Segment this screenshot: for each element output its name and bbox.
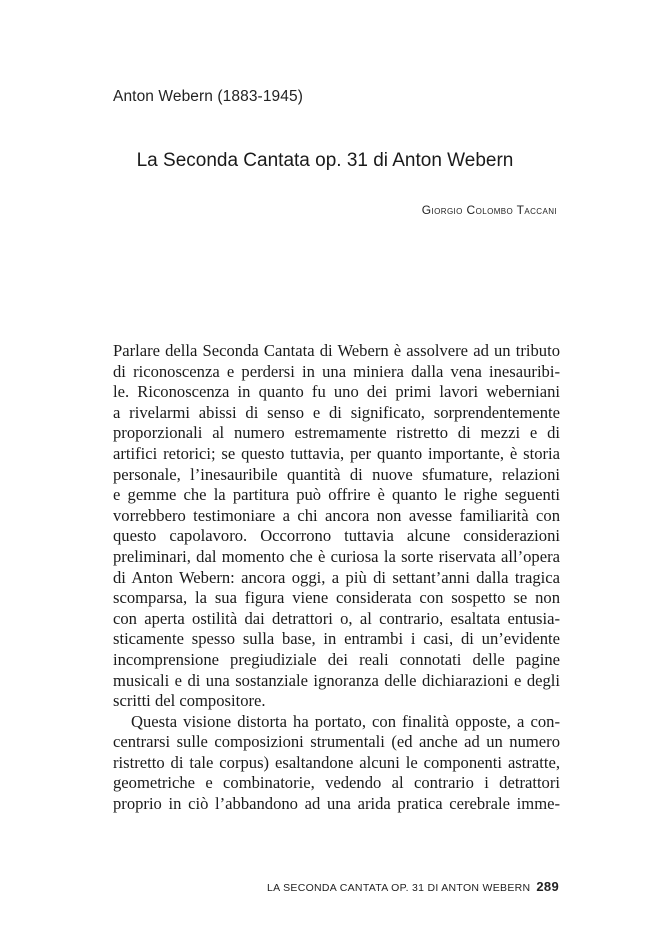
text-line: artifici retorici; se questo tuttavia, per quanto importante, è storia (113, 443, 560, 463)
text-line: ristretto di tale corpus) esaltandone alcuni le componenti astratte, (113, 752, 560, 772)
text-line: sticamente spesso sulla base, in entrambi i casi, di un’evidente (113, 629, 560, 649)
text-line: a rivelarmi abissi di senso e di significato, sorprendentemente (113, 402, 560, 422)
text-line: di riconoscenza e perdersi in una miniera dalla vena inesauribi- (113, 361, 560, 381)
text-line: preliminari, dal momento che è curiosa la sorte riservata all’opera (113, 546, 560, 566)
text-line: questo capolavoro. Occorrono tuttavia alcune considerazioni (113, 526, 560, 546)
text-line: con aperta ostilità dai detrattori o, al contrario, esaltata entusia- (113, 608, 560, 628)
text-line: e gemme che la partitura può offrire è quanto le righe seguenti (113, 485, 560, 505)
running-head: Anton Webern (1883-1945) (113, 88, 303, 105)
text-line: le. Riconoscenza in quanto fu uno dei primi lavori weberniani (113, 382, 560, 402)
text-line: proprio in ciò l’abbandono ad una arida pratica cerebrale imme- (113, 794, 560, 814)
text-line: personale, l’inesauribile quantità di nuove sfumature, relazioni (113, 464, 560, 484)
text-line: centrarsi sulle composizioni strumentali (ed anche ad un numero (113, 732, 560, 752)
chapter-title: La Seconda Cantata op. 31 di Anton Webern (136, 150, 514, 171)
text-line: proporzionali al numero estremamente ristretto di mezzi e di (113, 423, 560, 443)
text-line: scritti del compositore. (113, 691, 266, 711)
text-line: Parlare della Seconda Cantata di Webern è assolvere ad un tributo (113, 341, 560, 360)
text-line: vorrebbero testimoniare a chi ancora non avesse familiarità con (113, 505, 560, 525)
text-line: incomprensione pregiudiziale dei reali connotati delle pagine (113, 649, 560, 669)
text-line: scomparsa, la sua figura viene considerata con sospetto se non (113, 588, 560, 608)
text-line: musicali e di una sostanziale ignoranza delle dichiarazioni e degli (113, 670, 560, 690)
footer-running-title: LA SECONDA CANTATA OP. 31 DI ANTON WEBERN (267, 882, 531, 894)
author-name: Giorgio Colombo Taccani (421, 203, 557, 217)
body-text (113, 341, 560, 815)
page-footer (267, 879, 559, 894)
text-line: geometriche e combinatorie, vedendo al contrario i detrattori (113, 773, 560, 793)
text-line: di Anton Webern: ancora oggi, a più di settant’anni dalla tragica (113, 567, 560, 587)
page-number: 289 (536, 879, 559, 894)
text-line: Questa visione distorta ha portato, con finalità opposte, a con- (131, 711, 560, 731)
